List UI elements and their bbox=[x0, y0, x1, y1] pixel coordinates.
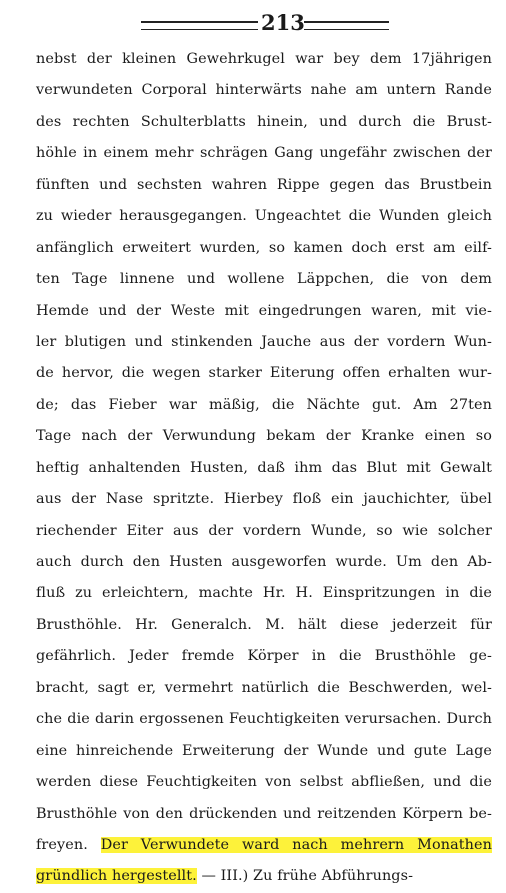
header-rule-left bbox=[141, 21, 258, 30]
text-line bbox=[36, 516, 492, 547]
text-segment: riechender Eiter aus der vordern Wunde, so wie solcher bbox=[36, 522, 492, 539]
text-line bbox=[36, 767, 492, 798]
text-segment: Brusthöhle von den drückenden und reitzenden Körpern be- bbox=[36, 805, 492, 822]
text-line bbox=[36, 327, 492, 358]
body-text bbox=[36, 44, 492, 893]
highlighted-text: gründlich hergestellt. bbox=[36, 868, 197, 885]
text-segment: bracht, sagt er, vermehrt natürlich die Beschwerden, wel- bbox=[36, 679, 492, 696]
text-segment: nebst der kleinen Gewehrkugel war bey dem 17jährigen bbox=[36, 51, 492, 67]
text-segment: ten Tage linnene und wollene Läppchen, die von dem bbox=[36, 271, 492, 288]
text-line bbox=[36, 107, 492, 138]
text-segment: des rechten Schulterblatts hinein, und durch die Brust- bbox=[36, 113, 492, 130]
text-segment: höhle in einem mehr schrägen Gang ungefähr zwischen der bbox=[36, 145, 492, 162]
text-segment: de; das Fieber war mäßig, die Nächte gut. Am 27ten bbox=[36, 396, 492, 413]
text-segment: verwundeten Corporal hinterwärts nahe am untern Rande bbox=[36, 82, 492, 99]
text-line bbox=[36, 201, 492, 232]
text-line bbox=[36, 547, 492, 578]
text-segment: ler blutigen und stinkenden Jauche aus der vordern Wun- bbox=[36, 333, 492, 350]
text-line bbox=[36, 673, 492, 704]
text-line bbox=[36, 233, 492, 264]
header-rule-right bbox=[304, 21, 389, 30]
page-header bbox=[36, 10, 492, 36]
text-segment: Tage nach der Verwundung bekam der Kranke einen so bbox=[36, 428, 492, 445]
text-line bbox=[36, 75, 492, 106]
text-segment: zu wieder herausgegangen. Ungeachtet die Wunden gleich bbox=[36, 208, 492, 225]
text-line bbox=[36, 484, 492, 515]
text-segment: che die darin ergossenen Feuchtigkeiten verursachen. Durch bbox=[36, 711, 492, 728]
text-line bbox=[36, 44, 492, 75]
text-line bbox=[36, 138, 492, 169]
text-segment: gefährlich. Jeder fremde Körper in die Brusthöhle ge- bbox=[36, 648, 492, 665]
text-line bbox=[36, 358, 492, 389]
text-segment: heftig anhaltenden Husten, daß ihm das Blut mit Gewalt bbox=[36, 459, 492, 476]
text-segment: Hemde und der Weste mit eingedrungen waren, mit vie- bbox=[36, 302, 492, 319]
text-segment: freyen. bbox=[36, 836, 101, 853]
text-segment: fünften und sechsten wahren Rippe gegen das Brustbein bbox=[36, 176, 492, 193]
page-number: 213 bbox=[261, 10, 305, 35]
text-line bbox=[36, 390, 492, 421]
text-segment: de hervor, die wegen starker Eiterung offen erhalten wur- bbox=[36, 365, 492, 382]
text-segment: Brusthöhle. Hr. Generalch. M. hält diese jederzeit für bbox=[36, 616, 492, 633]
text-line bbox=[36, 704, 492, 735]
text-line bbox=[36, 421, 492, 452]
text-line bbox=[36, 610, 492, 641]
text-segment: auch durch den Husten ausgeworfen wurde. Um den Ab- bbox=[36, 554, 492, 570]
text-segment: fluß zu erleichtern, machte Hr. H. Einspritzungen in die bbox=[36, 585, 492, 602]
text-segment: werden diese Feuchtigkeiten von selbst abfließen, und die bbox=[36, 774, 492, 791]
text-segment: — III.) Zu frühe Abführungs- bbox=[196, 868, 414, 885]
text-segment: anfänglich erweitert wurden, so kamen doch erst am eilf- bbox=[36, 239, 492, 256]
text-line bbox=[36, 170, 492, 201]
text-line bbox=[36, 861, 492, 892]
highlighted-text: Der Verwundete ward nach mehrern Monathen bbox=[100, 836, 492, 853]
text-line bbox=[36, 296, 492, 327]
text-segment: aus der Nase spritzte. Hierbey floß ein jauchichter, übel bbox=[36, 491, 492, 508]
text-line bbox=[36, 830, 492, 861]
text-line bbox=[36, 736, 492, 767]
text-line bbox=[36, 264, 492, 295]
text-segment: eine hinreichende Erweiterung der Wunde und gute Lage bbox=[36, 742, 492, 759]
text-line bbox=[36, 578, 492, 609]
text-line bbox=[36, 799, 492, 830]
text-line bbox=[36, 453, 492, 484]
text-line bbox=[36, 641, 492, 672]
